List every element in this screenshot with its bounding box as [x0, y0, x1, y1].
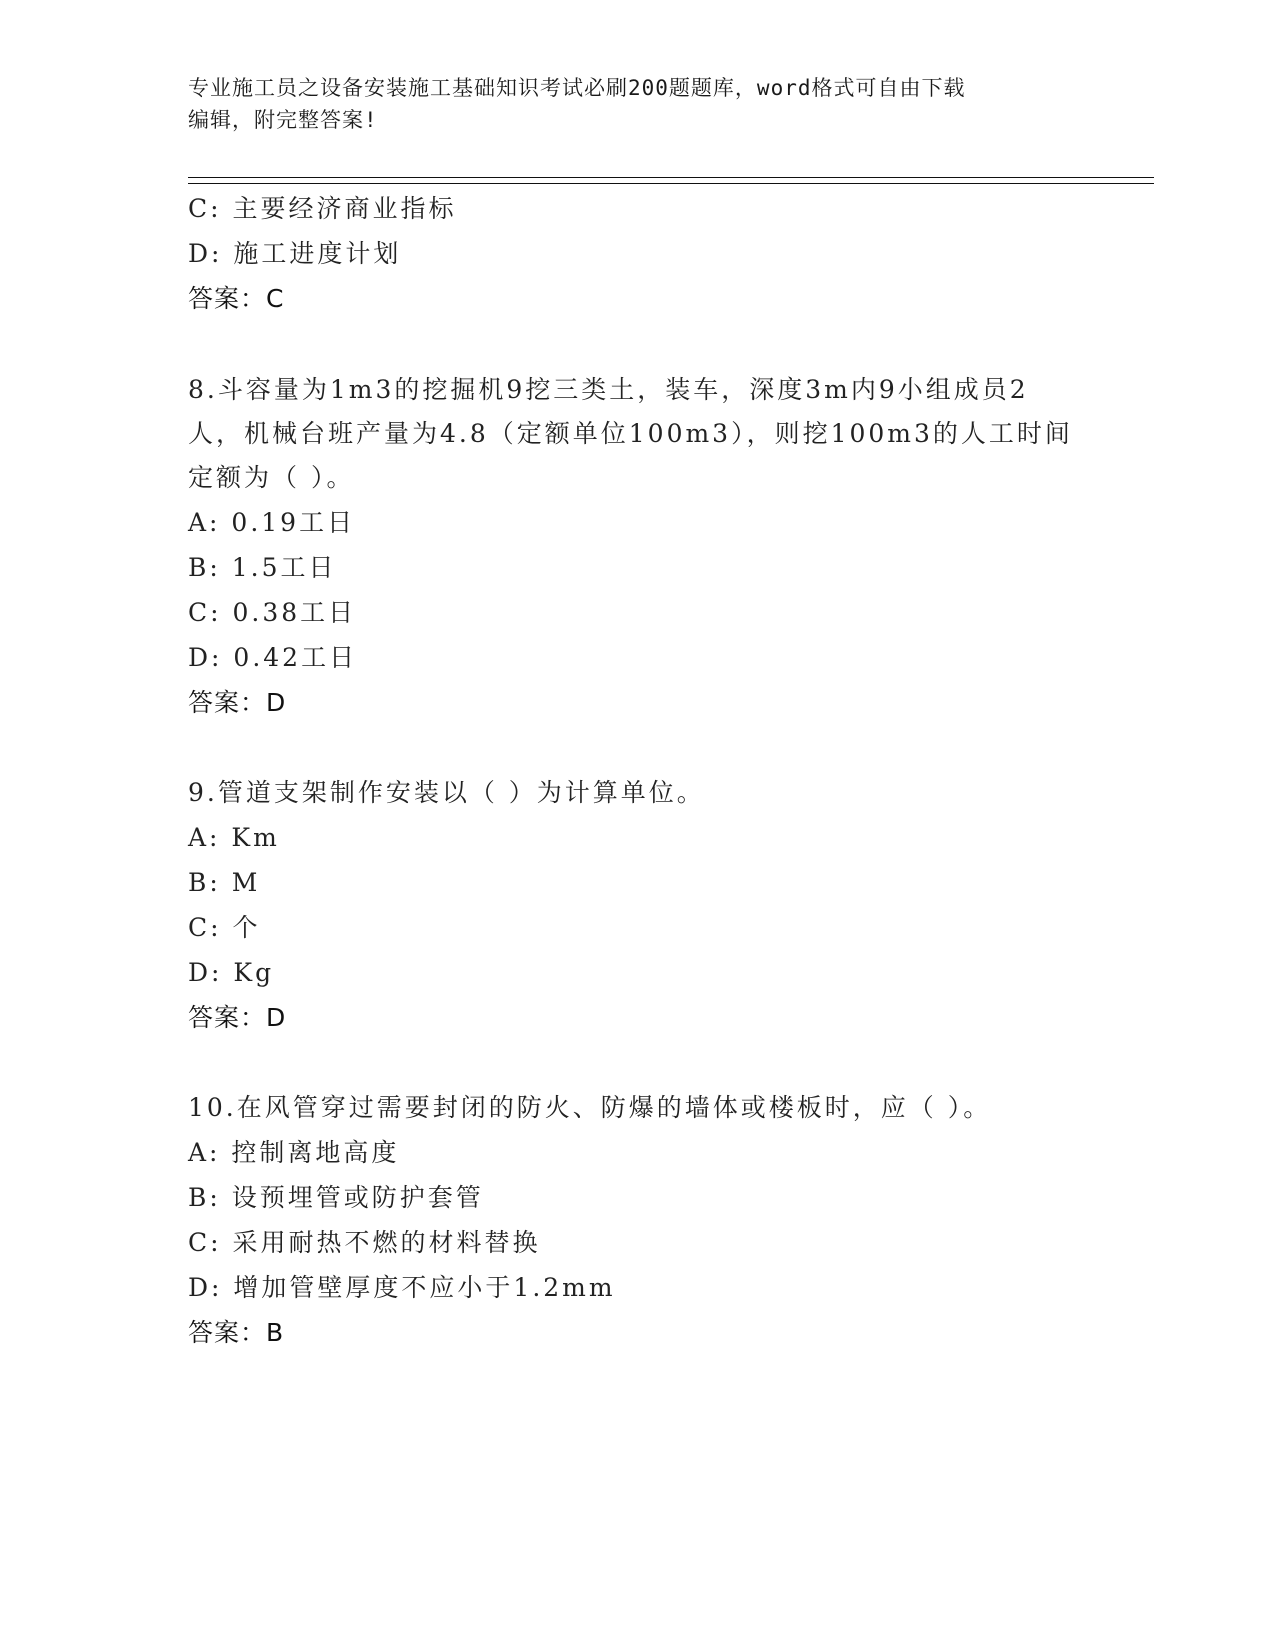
document-header	[188, 72, 1068, 136]
q7-option-c: C: 主要经济商业指标	[188, 194, 457, 223]
q8-stem-line-2: 人，机械台班产量为4.8（定额单位100m3），则挖100m3的人工时间	[188, 419, 1073, 448]
q9-option-c: C: 个	[188, 913, 261, 942]
header-line-2: 编辑，附完整答案!	[188, 108, 378, 132]
q9-option-d: D: Kg	[188, 958, 275, 987]
header-divider-bottom	[188, 183, 1154, 184]
q10-answer: 答案：B	[188, 1318, 285, 1347]
q8-stem-line-1: 8.斗容量为1m3的挖掘机9挖三类土，装车，深度3m内9小组成员2	[188, 375, 1029, 404]
q9-option-a: A: Km	[188, 823, 280, 852]
header-line-1: 专业施工员之设备安装施工基础知识考试必刷200题题库，word格式可自由下载	[188, 76, 966, 100]
q10-option-a: A: 控制离地高度	[188, 1138, 400, 1167]
q8-stem-line-3: 定额为（ ）。	[188, 463, 355, 492]
q10-option-d: D: 增加管壁厚度不应小于1.2mm	[188, 1273, 616, 1302]
q8-option-c: C: 0.38工日	[188, 598, 357, 627]
q10-option-c: C: 采用耐热不燃的材料替换	[188, 1228, 541, 1257]
q9-option-b: B: M	[188, 868, 261, 897]
q10-option-b: B: 设预埋管或防护套管	[188, 1183, 484, 1212]
q7-answer: 答案：C	[188, 284, 285, 313]
q7-option-d: D: 施工进度计划	[188, 239, 402, 268]
q8-option-b: B: 1.5工日	[188, 553, 337, 582]
q10-stem: 10.在风管穿过需要封闭的防火、防爆的墙体或楼板时，应（ ）。	[188, 1093, 992, 1122]
q8-answer: 答案：D	[188, 688, 287, 717]
q9-stem: 9.管道支架制作安装以（ ）为计算单位。	[188, 778, 705, 807]
header-divider-top	[188, 177, 1154, 178]
q9-answer: 答案：D	[188, 1003, 287, 1032]
q8-option-a: A: 0.19工日	[188, 508, 356, 537]
q8-option-d: D: 0.42工日	[188, 643, 358, 672]
